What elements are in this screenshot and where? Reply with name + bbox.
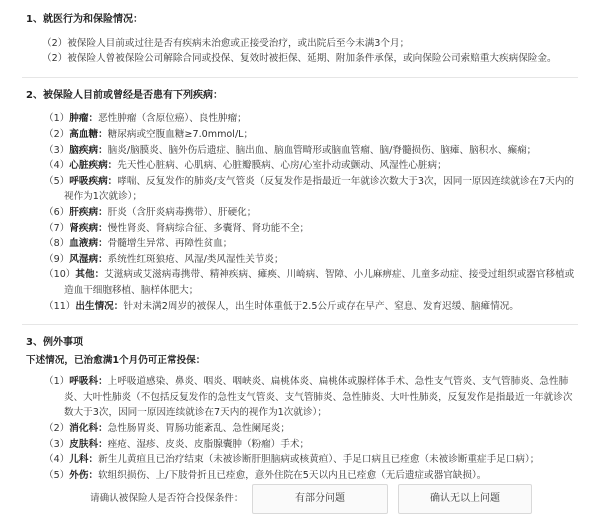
item-text: 软组织损伤、上/下肢骨折且已痊愈，意外住院在5天以内且已痊愈（无后遗症或器官缺损）。: [98, 469, 487, 481]
section-lead: 下述情况，已治愈满1个月仍可正常投保：: [26, 354, 206, 366]
item-text: 针对未满2周岁的被保人，出生时体重低于2.5公斤或存在早产、窒息、发育迟缓、脑瘫情况。: [123, 300, 519, 312]
item-number: （7）: [44, 222, 70, 234]
item-number: （2）: [44, 128, 70, 140]
item-label: 其他：: [75, 269, 105, 281]
item-text: 艾滋病或艾滋病毒携带、精神疾病、瘫痪、川崎病、智障、小儿麻痹症、儿童多动症、接受过组织或器官移植或造血干细胞移植、脑样体肥大；: [64, 269, 575, 296]
item-number: （1）: [44, 376, 70, 388]
item-label: 消化科：: [69, 423, 108, 435]
item-text: 系统性红斑狼疮、风湿/类风湿性关节炎；: [107, 253, 284, 265]
section-diseases: [22, 88, 578, 314]
item-number: （5）: [44, 469, 70, 481]
item-number: （3）: [44, 144, 70, 156]
item-label: 脑疾病：: [69, 144, 108, 156]
section-title: 2、被保险人目前或曾经是否患有下列疾病：: [26, 89, 223, 101]
item-text: 上呼吸道感染、鼻炎、咽炎、咽峡炎、扁桃体炎、扁桃体或腺样体手术、急性支气管炎、支气管肺炎、急性肺炎、大叶性肺炎（不包括反复发作的急性支气管炎、支气管肺炎、急性肺炎、大叶性肺炎，反复发作是指最近一年就诊次数大于3次，因同一原因连续就诊在7天内的视作为1次就诊）；: [64, 376, 573, 419]
list-item: [44, 437, 578, 453]
partial-issues-button[interactable]: 有部分问题: [252, 484, 388, 514]
list-item: [44, 374, 578, 421]
item-number: （6）: [44, 206, 70, 218]
item-label: 肝疾病：: [69, 206, 108, 218]
list-item: [44, 143, 578, 159]
list-item: [44, 452, 578, 468]
divider: [22, 324, 578, 325]
list-item: [44, 236, 578, 252]
section-items: [22, 36, 578, 67]
item-label: 血液病：: [69, 238, 108, 250]
item-number: （8）: [44, 238, 70, 250]
item-label: 肾疾病：: [69, 222, 108, 234]
divider: [22, 77, 578, 78]
item-number: （10）: [44, 269, 76, 281]
item-text: 糖尿病或空腹血糖≥7.0mmol/L；: [107, 128, 254, 140]
list-item: [44, 421, 578, 437]
item-number: （5）: [44, 175, 70, 187]
item-text: 慢性肾炎、肾病综合征、多囊肾、肾功能不全；: [107, 222, 310, 234]
list-item: [44, 252, 578, 268]
section-items: [22, 374, 578, 483]
item-label: 心脏疾病：: [69, 160, 118, 172]
item-text: 骨髓增生异常、再障性贫血；: [107, 238, 233, 250]
item-label: 皮肤科：: [69, 438, 108, 450]
list-item: [44, 299, 578, 315]
item-label: 高血糖：: [69, 128, 108, 140]
item-label: 出生情况：: [75, 300, 124, 312]
confirm-footer: [0, 480, 600, 518]
section-exceptions: [22, 335, 578, 483]
item-label: 儿科：: [69, 454, 99, 466]
section-medical-history: [22, 12, 578, 67]
item-text: 脑炎/脑膜炎、脑外伤后遗症、脑出血、脑血管畸形或脑血管瘤、脑/脊髓损伤、脑瘫、脑积水、癫痫；: [107, 144, 537, 156]
confirm-question: 请确认被保险人是否符合投保条件：: [90, 493, 244, 505]
list-item: [44, 174, 578, 205]
item-number: （3）: [44, 438, 70, 450]
item-number: （9）: [44, 253, 70, 265]
confirm-no-issues-button[interactable]: 确认无以上问题: [398, 484, 532, 514]
item-text: 先天性心脏病、心肌病、心脏瓣膜病、心房/心室扑动或颤动、风湿性心脏病；: [117, 160, 447, 172]
section-title: 1、就医行为和保险情况：: [26, 14, 143, 25]
list-item: [44, 221, 578, 237]
item-label: 呼吸疾病：: [69, 175, 118, 187]
item-text: 恶性肿瘤（含原位癌）、良性肿瘤；: [98, 113, 247, 125]
list-item: [44, 111, 578, 127]
item-number: （4）: [44, 160, 70, 172]
list-item: [44, 267, 578, 298]
list-item: [44, 158, 578, 174]
section-title: 3、例外事项: [26, 337, 83, 349]
item-label: 肿瘤：: [69, 113, 99, 125]
list-item: [44, 205, 578, 221]
item-text: 急性肠胃炎、胃肠功能紊乱、急性阑尾炎；: [107, 423, 290, 435]
item-label: 呼吸科：: [69, 376, 108, 388]
item-number: （4）: [44, 454, 70, 466]
item-number: （11）: [44, 300, 76, 312]
item-label: 外伤：: [69, 469, 99, 481]
item-text: 肝炎（含肝炎病毒携带）、肝硬化；: [107, 206, 257, 218]
item-text: 哮喘、反复发作的肺炎/支气管炎（反复发作是指最近一年就诊次数大于3次，因同一原因连续就诊在7天内的视作为1次就诊）；: [64, 175, 575, 203]
item-number: （1）: [44, 113, 70, 125]
list-item: （2）被保险人曾被保险公司解除合同或投保、复效时被拒保、延期、附加条件承保，或向保险公司索赔重大疾病保险金。: [42, 53, 557, 65]
item-text: 新生儿黄疸且已治疗结束（未被诊断肝胆脑病或核黄疸）、手足口病且已痊愈（未被诊断重症手足口病）；: [98, 454, 540, 466]
item-text: 痤疮、湿疹、皮炎、皮脂腺囊肿（粉瘤）手术；: [107, 438, 310, 450]
item-number: （2）: [44, 423, 70, 435]
list-item: （2）被保险人目前或过往是否有疾病未治愈或正接受治疗，或出院后至今未满3个月；: [42, 37, 410, 49]
list-item: [44, 127, 578, 143]
section-items: [22, 111, 578, 314]
item-label: 风湿病：: [69, 253, 108, 265]
